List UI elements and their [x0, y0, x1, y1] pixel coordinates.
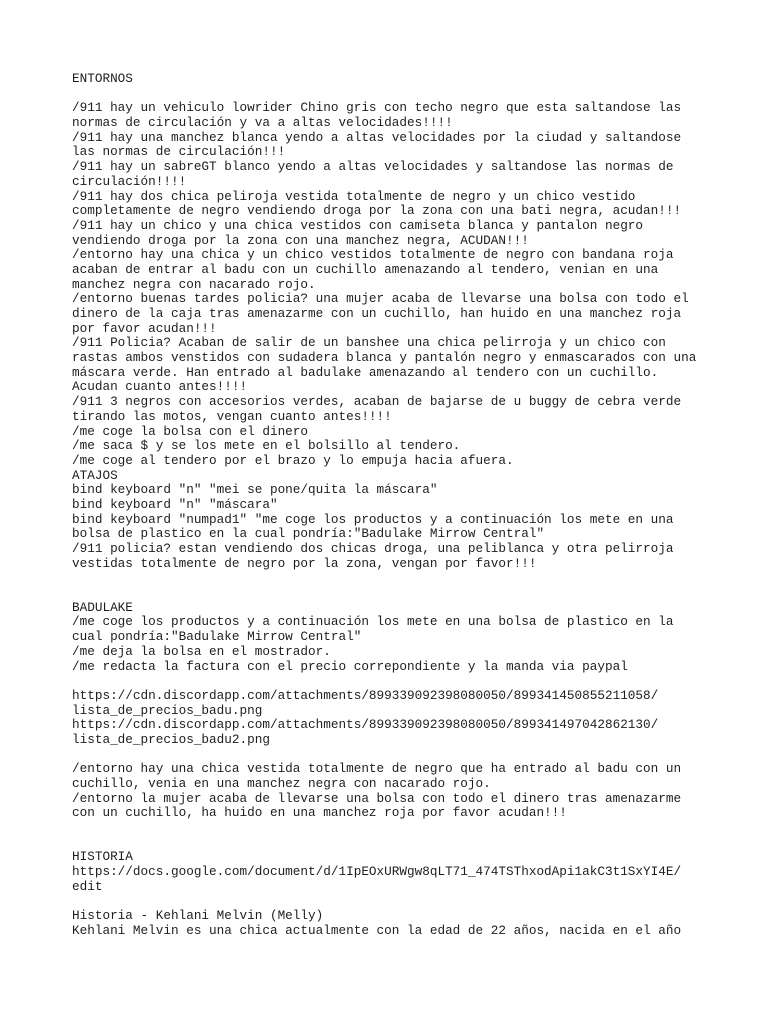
blank-line [72, 821, 732, 836]
text-line: normas de circulación y va a altas velocidades!!!! [72, 115, 453, 131]
text-line: /me saca $ y se los mete en el bolsillo al tendero. [72, 438, 461, 454]
text-line: /entorno buenas tardes policia? una mujer acaba de llevarse una bolsa con todo el [72, 291, 689, 307]
text-line: /entorno la mujer acaba de llevarse una bolsa con todo el dinero tras amenazarme [72, 790, 682, 806]
text-line: https://docs.google.com/document/d/1IpEOxURWgw8qLT71_474TSThxodApi1akC3t1SxYI4E/ [72, 864, 682, 880]
text-line: las normas de circulación!!! [72, 144, 286, 160]
text-line: bolsa de plastico en la cual pondría:"Badulake Mirrow Central" [72, 526, 545, 542]
text-line: Historia - Kehlani Melvin (Melly) [72, 908, 324, 924]
text-line: vestidas totalmente de negro por la zona, vengan por favor!!! [72, 555, 537, 571]
text-line: cuchillo, venia en una manchez negra con nacarado rojo. [72, 776, 491, 791]
blank-line [72, 571, 732, 586]
text-line: Kehlani Melvin es una chica actualmente con la edad de 22 años, nacida en el año [72, 922, 682, 938]
blank-line [72, 748, 732, 763]
text-line: cual pondría:"Badulake Mirrow Central" [72, 629, 362, 645]
text-line: con un cuchillo, ha huido en una manchez roja por favor acudan!!! [72, 805, 567, 821]
text-line: máscara verde. Han entrado al badulake amenazando al tendero con un cuchillo. [72, 364, 659, 380]
text-line: edit [72, 878, 103, 894]
text-line: /me coge la bolsa con el dinero [72, 423, 309, 439]
text-line: /911 hay dos chica peliroja vestida totalmente de negro y un chico vestido [72, 188, 636, 204]
text-line: bind keyboard "n" "máscara" [72, 496, 278, 512]
text-line: /me coge los productos y a continuación los mete en una bolsa de plastico en la [72, 614, 674, 630]
text-line: /entorno hay una chica vestida totalmente de negro que ha entrado al badu con un [72, 761, 682, 777]
text-line: /me deja la bolsa en el mostrador. [72, 643, 331, 659]
text-line: /entorno hay una chica y un chico vestidos totalmente de negro con bandana roja [72, 247, 674, 263]
text-line: bind keyboard "n" "mei se pone/quita la máscara" [72, 482, 438, 498]
text-line: Acudan cuanto antes!!!! [72, 379, 248, 395]
text-line: dinero de la caja tras amenazarme con un cuchillo, han huido en una manchez roja [72, 306, 682, 321]
text-line: acaban de entrar al badu con un cuchillo amenazando al tendero, venian en una [72, 261, 659, 277]
text-line: /911 Policia? Acaban de salir de un banshee una chica pelirroja y un chico con [72, 335, 666, 351]
text-line: por favor acudan!!! [72, 320, 217, 336]
text-line: https://cdn.discordapp.com/attachments/899339092398080050/899341450855211058/ [72, 687, 659, 703]
text-line: manchez negra con nacarado rojo. [72, 276, 316, 292]
text-line: /911 hay una manchez blanca yendo a altas velocidades por la ciudad y saltandose [72, 129, 682, 145]
text-line: vendiendo droga por la zona con una manchez negra, ACUDAN!!! [72, 232, 529, 248]
blank-line [72, 895, 732, 910]
text-line: /911 3 negros con accesorios verdes, acaban de bajarse de u buggy de cebra verde [72, 394, 682, 410]
text-line: ATAJOS [72, 467, 118, 483]
text-line: circulación!!!! [72, 173, 187, 189]
blank-line [72, 586, 732, 601]
text-line: bind keyboard "numpad1" "me coge los productos y a continuación los mete en una [72, 511, 674, 527]
text-line: completamente de negro vendiendo droga por la zona con una bati negra, acudan!!! [72, 203, 682, 219]
text-line: /me redacta la factura con el precio correpondiente y la manda via paypal [72, 658, 628, 674]
text-line: https://cdn.discordapp.com/attachments/899339092398080050/899341497042862130/ [72, 717, 659, 733]
text-line: /911 policia? estan vendiendo dos chicas droga, una peliblanca y otra pelirroja [72, 541, 674, 556]
text-line: HISTORIA [72, 849, 133, 865]
text-line: ENTORNOS [72, 71, 133, 86]
text-line: /911 hay un chico y una chica vestidos con camiseta blanca y pantalon negro [72, 217, 644, 233]
text-line: lista_de_precios_badu2.png [72, 731, 270, 747]
blank-line [72, 87, 732, 102]
text-line: /me coge al tendero por el brazo y lo empuja hacia afuera. [72, 452, 514, 468]
blank-line [72, 674, 732, 689]
text-line: /911 hay un vehiculo lowrider Chino gris con techo negro que esta saltandose las [72, 100, 682, 116]
text-line: /911 hay un sabreGT blanco yendo a altas velocidades y saltandose las normas de [72, 159, 674, 175]
text-line: lista_de_precios_badu.png [72, 702, 263, 718]
blank-line [72, 836, 732, 851]
text-line: tirando las motos, vengan cuanto antes!!!! [72, 408, 392, 424]
text-line: rastas ambos venstidos con sudadera blanca y pantalón negro y enmascarados con una [72, 350, 697, 366]
document-body [72, 72, 732, 939]
text-line: BADULAKE [72, 599, 133, 615]
